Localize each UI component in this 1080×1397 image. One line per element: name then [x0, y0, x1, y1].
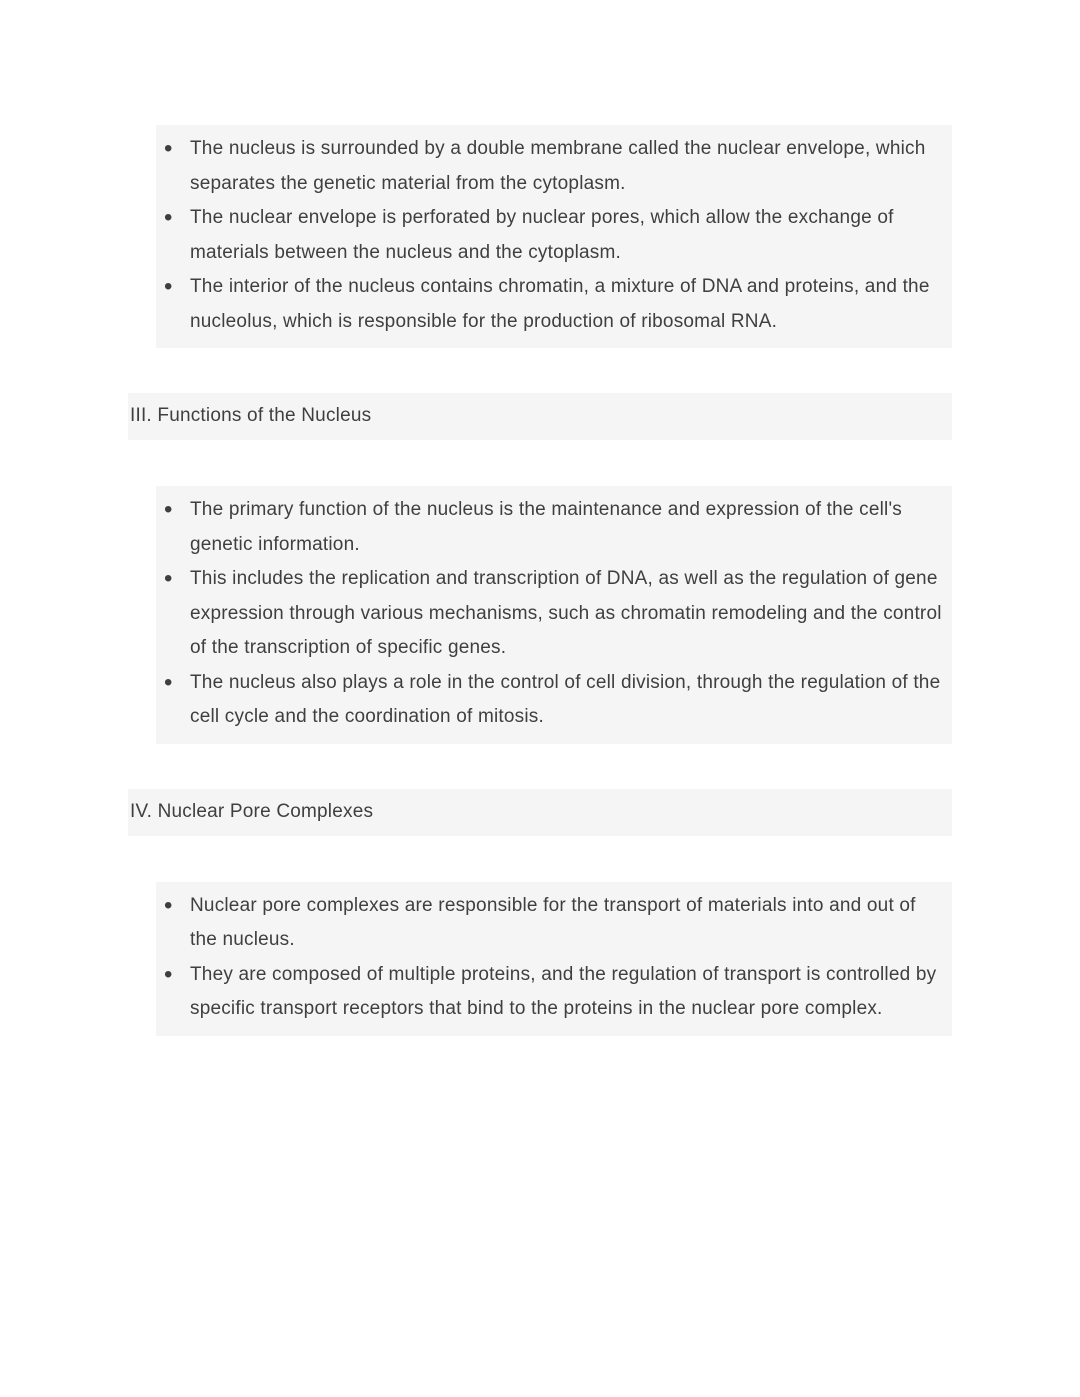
section-heading-functions-of-the-nucleus: III. Functions of the Nucleus	[128, 393, 952, 440]
bullet-item: • The nuclear envelope is perforated by nuclear pores, which allow the exchange of materials between the nucleus and the cytoplasm.	[156, 201, 946, 270]
bullet-item: • The nucleus is surrounded by a double membrane called the nuclear envelope, which separates the genetic material from the cytoplasm.	[156, 132, 946, 201]
section-heading-nuclear-pore-complexes: IV. Nuclear Pore Complexes	[128, 789, 952, 836]
bullet-item: • Nuclear pore complexes are responsible for the transport of materials into and out of the nucleus.	[156, 889, 946, 958]
bullet-item: • The primary function of the nucleus is the maintenance and expression of the cell's genetic information.	[156, 493, 946, 562]
bullet-list	[156, 132, 946, 339]
bullet-item: • They are composed of multiple proteins, and the regulation of transport is controlled by specific transport receptors that bind to the proteins in the nuclear pore complex.	[156, 958, 946, 1027]
bullet-list	[156, 493, 946, 735]
nucleus-functions-bullet-list	[156, 486, 952, 744]
nuclear-pore-complexes-bullet-list	[156, 882, 952, 1036]
bullet-item: • The interior of the nucleus contains chromatin, a mixture of DNA and proteins, and the nucleolus, which is responsible for the production of ribosomal RNA.	[156, 270, 946, 339]
nucleus-structure-bullet-list	[156, 125, 952, 348]
bullet-item: • This includes the replication and transcription of DNA, as well as the regulation of gene expression through various mechanisms, such as chromatin remodeling and the control of the transcription of specific genes.	[156, 562, 946, 666]
bullet-list	[156, 889, 946, 1027]
bullet-item: • The nucleus also plays a role in the control of cell division, through the regulation of the cell cycle and the coordination of mitosis.	[156, 666, 946, 735]
